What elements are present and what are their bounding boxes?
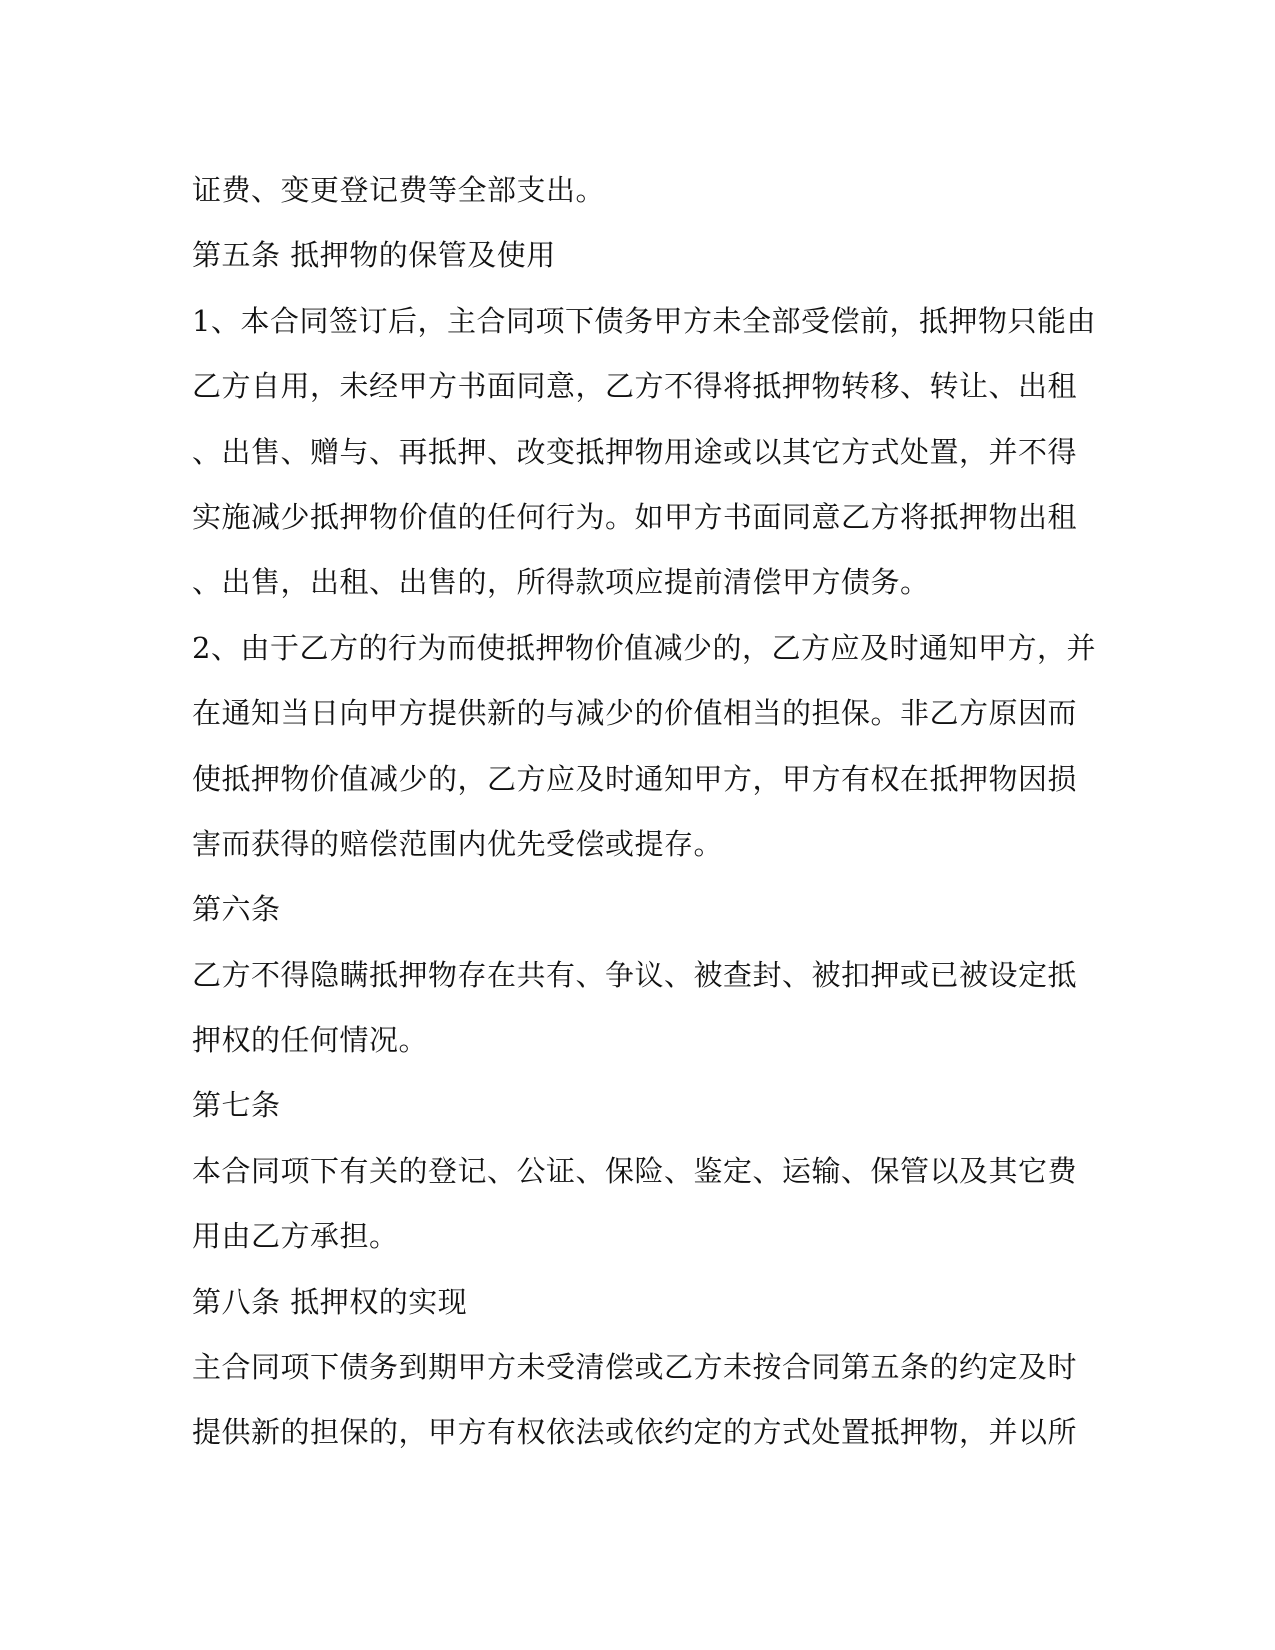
text-line: 、出售、赠与、再抵押、改变抵押物用途或以其它方式处置，并不得 bbox=[192, 434, 1078, 469]
text-line: 使抵押物价值减少的，乙方应及时通知甲方，甲方有权在抵押物因损 bbox=[192, 761, 1078, 796]
text-line: 1、本合同签订后，主合同项下债务甲方未全部受偿前，抵押物只能由 bbox=[192, 303, 1096, 338]
text-line: 押权的任何情况。 bbox=[192, 1023, 429, 1058]
section-heading-article-5: 第五条 抵押物的保管及使用 bbox=[192, 238, 556, 273]
text-line: 2、由于乙方的行为而使抵押物价值减少的，乙方应及时通知甲方，并 bbox=[192, 630, 1096, 665]
text-line: 实施减少抵押物价值的任何行为。如甲方书面同意乙方将抵押物出租 bbox=[192, 499, 1078, 534]
text-line: 乙方自用，未经甲方书面同意，乙方不得将抵押物转移、转让、出租 bbox=[192, 369, 1078, 404]
text-line: 主合同项下债务到期甲方未受清偿或乙方未按合同第五条的约定及时 bbox=[192, 1350, 1078, 1385]
text-line: 在通知当日向甲方提供新的与减少的价值相当的担保。非乙方原因而 bbox=[192, 696, 1078, 731]
text-line: 乙方不得隐瞒抵押物存在共有、争议、被查封、被扣押或已被设定抵 bbox=[192, 957, 1078, 992]
text-line: 本合同项下有关的登记、公证、保险、鉴定、运输、保管以及其它费 bbox=[192, 1153, 1078, 1188]
text-line: 用由乙方承担。 bbox=[192, 1219, 399, 1254]
document-body bbox=[192, 158, 1096, 1466]
section-heading-article-7: 第七条 bbox=[192, 1088, 281, 1123]
text-line: 害而获得的赔偿范围内优先受偿或提存。 bbox=[192, 826, 724, 861]
text-line: 证费、变更登记费等全部支出。 bbox=[192, 173, 606, 207]
text-line: 、出售，出租、出售的，所得款项应提前清偿甲方债务。 bbox=[192, 565, 930, 600]
text-line: 提供新的担保的，甲方有权依法或依约定的方式处置抵押物，并以所 bbox=[192, 1415, 1078, 1450]
section-heading-article-8: 第八条 抵押权的实现 bbox=[192, 1284, 468, 1319]
section-heading-article-6: 第六条 bbox=[192, 892, 281, 927]
